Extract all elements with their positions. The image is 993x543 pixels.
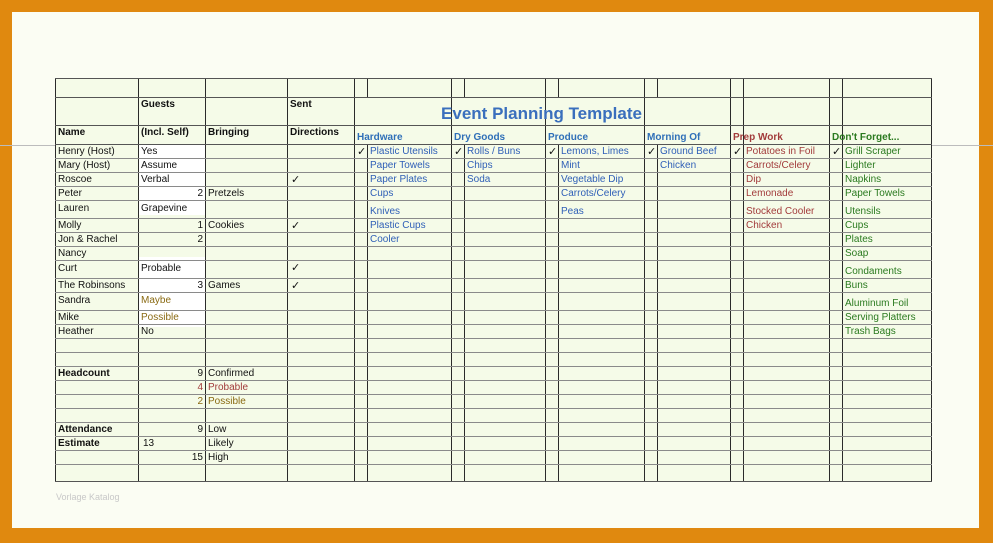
guest-name: Molly: [58, 220, 82, 231]
guest-name: Roscoe: [58, 174, 92, 185]
prep-work-item: Stocked Cooler: [746, 206, 815, 217]
guest-name: Nancy: [58, 248, 87, 259]
prep-work-item: Chicken: [746, 220, 783, 231]
header-directions: Directions: [290, 127, 339, 138]
produce-check-icon: ✓: [548, 146, 558, 158]
dont-forget-item: Lighter: [845, 160, 876, 171]
header-name: Name: [58, 127, 86, 138]
attendance-value: 13: [143, 438, 155, 449]
prep-work-check-icon: ✓: [733, 146, 743, 158]
dont-forget-item: Trash Bags: [845, 326, 896, 337]
grid-line: [55, 172, 932, 173]
produce-item: Carrots/Celery: [561, 188, 626, 199]
guest-name: Sandra: [58, 295, 91, 306]
directions-check-icon: ✓: [291, 262, 301, 274]
hardware-item: Cups: [370, 188, 394, 199]
morning-of-item: Ground Beef: [660, 146, 717, 157]
guest-status: No: [141, 326, 154, 337]
grid-line: [55, 144, 932, 145]
grid-line: [55, 278, 932, 279]
page-title: Event Planning Template: [441, 104, 642, 123]
guest-status: Yes: [141, 146, 158, 157]
grid-line: [464, 145, 465, 482]
dry-goods-item: Rolls / Buns: [467, 146, 521, 157]
attendance-value: 15: [191, 452, 203, 463]
guest-status: Probable: [141, 263, 182, 274]
guest-name: Mike: [58, 312, 80, 323]
grid-line: [367, 145, 368, 482]
dry-goods-item: Soda: [467, 174, 491, 185]
grid-line: [55, 436, 932, 437]
guest-name: Lauren: [58, 203, 90, 214]
grid-line: [55, 246, 932, 247]
produce-item: Mint: [561, 160, 580, 171]
dont-forget-item: Buns: [845, 280, 868, 291]
prep-work-item: Dip: [746, 174, 762, 185]
header-incl-self: (Incl. Self): [141, 127, 189, 138]
hardware-item: Paper Plates: [370, 174, 428, 185]
guest-name: Jon & Rachel: [58, 234, 118, 245]
guest-name: Peter: [58, 188, 82, 199]
grid-line: [55, 186, 932, 187]
header-prep-work: Prep Work: [733, 132, 783, 143]
header-guests: Guests: [141, 99, 175, 110]
guest-count: 3: [197, 280, 203, 291]
guest-count: 1: [197, 220, 203, 231]
hardware-item: Plastic Utensils: [370, 146, 438, 157]
dont-forget-item: Grill Scraper: [845, 146, 901, 157]
grid-line: [657, 78, 658, 98]
prep-work-item: Potatoes in Foil: [746, 146, 815, 157]
hardware-item: Cooler: [370, 234, 400, 245]
prep-work-item: Lemonade: [746, 188, 794, 199]
attendance-label: Attendance: [58, 424, 113, 435]
grid-line: [55, 481, 932, 482]
grid-line: [55, 352, 932, 353]
attendance-row-label: Low: [208, 424, 227, 435]
header-hardware: Hardware: [357, 132, 403, 143]
directions-check-icon: ✓: [291, 174, 301, 186]
dont-forget-item: Aluminum Foil: [845, 298, 909, 309]
guest-name: Heather: [58, 326, 94, 337]
guest-name: Mary (Host): [58, 160, 111, 171]
headcount-row-label: Probable: [208, 382, 249, 393]
headcount-value: 4: [197, 382, 203, 393]
guest-status: Assume: [141, 160, 178, 171]
guest-status: Grapevine: [141, 203, 188, 214]
grid-line: [558, 78, 559, 98]
produce-item: Peas: [561, 206, 584, 217]
hardware-item: Plastic Cups: [370, 220, 426, 231]
header-dry-goods: Dry Goods: [454, 132, 506, 143]
grid-line: [55, 450, 932, 451]
dont-forget-item: Condaments: [845, 266, 902, 277]
header-dont-forget: Don't Forget...: [832, 132, 900, 143]
hardware-item: Paper Towels: [370, 160, 430, 171]
grid-line: [558, 145, 559, 482]
header-morning-of: Morning Of: [647, 132, 701, 143]
header-produce: Produce: [548, 132, 589, 143]
morning-of-item: Chicken: [660, 160, 697, 171]
headcount-value: 9: [197, 368, 203, 379]
hardware-item: Knives: [370, 206, 401, 217]
grid-line: [55, 422, 932, 423]
grid-line: [657, 145, 658, 482]
grid-line: [55, 232, 932, 233]
guest-name: Henry (Host): [58, 146, 115, 157]
guest-status: Maybe: [141, 295, 172, 306]
prep-work-item: Carrots/Celery: [746, 160, 811, 171]
headcount-value: 2: [197, 396, 203, 407]
bringing-item: Cookies: [208, 220, 245, 231]
grid-line: [55, 464, 932, 465]
headcount-label: Headcount: [58, 368, 110, 379]
dont-forget-item: Cups: [845, 220, 869, 231]
bringing-item: Pretzels: [208, 188, 245, 199]
morning-of-check-icon: ✓: [647, 146, 657, 158]
dont-forget-item: Soap: [845, 248, 869, 259]
dont-forget-check-icon: ✓: [832, 146, 842, 158]
grid-line: [55, 310, 932, 311]
grid-line: [55, 78, 932, 79]
guest-name: The Robinsons: [58, 280, 126, 291]
produce-item: Vegetable Dip: [561, 174, 624, 185]
grid-line: [55, 408, 932, 409]
grid-line: [464, 78, 465, 98]
produce-item: Lemons, Limes: [561, 146, 629, 157]
headcount-row-label: Confirmed: [208, 368, 255, 379]
grid-line: [55, 394, 932, 395]
dont-forget-item: Napkins: [845, 174, 882, 185]
dont-forget-item: Paper Towels: [845, 188, 905, 199]
watermark: Vorlage Katalog: [56, 492, 120, 502]
dont-forget-item: Serving Platters: [845, 312, 916, 323]
directions-check-icon: ✓: [291, 220, 301, 232]
guest-count: 2: [197, 234, 203, 245]
grid-line: [55, 125, 932, 126]
bringing-item: Games: [208, 280, 241, 291]
grid-line: [55, 338, 932, 339]
grid-line: [55, 97, 355, 98]
grid-line: [55, 200, 932, 201]
dry-goods-check-icon: ✓: [454, 146, 464, 158]
attendance-row-label: Likely: [208, 438, 234, 449]
grid-line: [55, 366, 932, 367]
header-sent: Sent: [290, 99, 312, 110]
attendance-value: 9: [197, 424, 203, 435]
grid-line: [55, 260, 932, 261]
dry-goods-item: Chips: [467, 160, 493, 171]
grid-line: [55, 380, 932, 381]
guest-count: 2: [197, 188, 203, 199]
grid-line: [55, 324, 932, 325]
directions-check-icon: ✓: [291, 280, 301, 292]
guest-status: Verbal: [141, 174, 170, 185]
grid-line: [367, 78, 368, 98]
hardware-check-icon: ✓: [357, 146, 367, 158]
header-bringing: Bringing: [208, 127, 250, 138]
attendance-row-label: High: [208, 452, 229, 463]
grid-line: [55, 292, 932, 293]
grid-line: [355, 97, 932, 98]
grid-line: [55, 218, 932, 219]
grid-line: [55, 158, 932, 159]
dont-forget-item: Plates: [845, 234, 873, 245]
guest-status: Possible: [141, 312, 179, 323]
guest-name: Curt: [58, 263, 77, 274]
estimate-label: Estimate: [58, 438, 100, 449]
headcount-row-label: Possible: [208, 396, 246, 407]
dont-forget-item: Utensils: [845, 206, 881, 217]
